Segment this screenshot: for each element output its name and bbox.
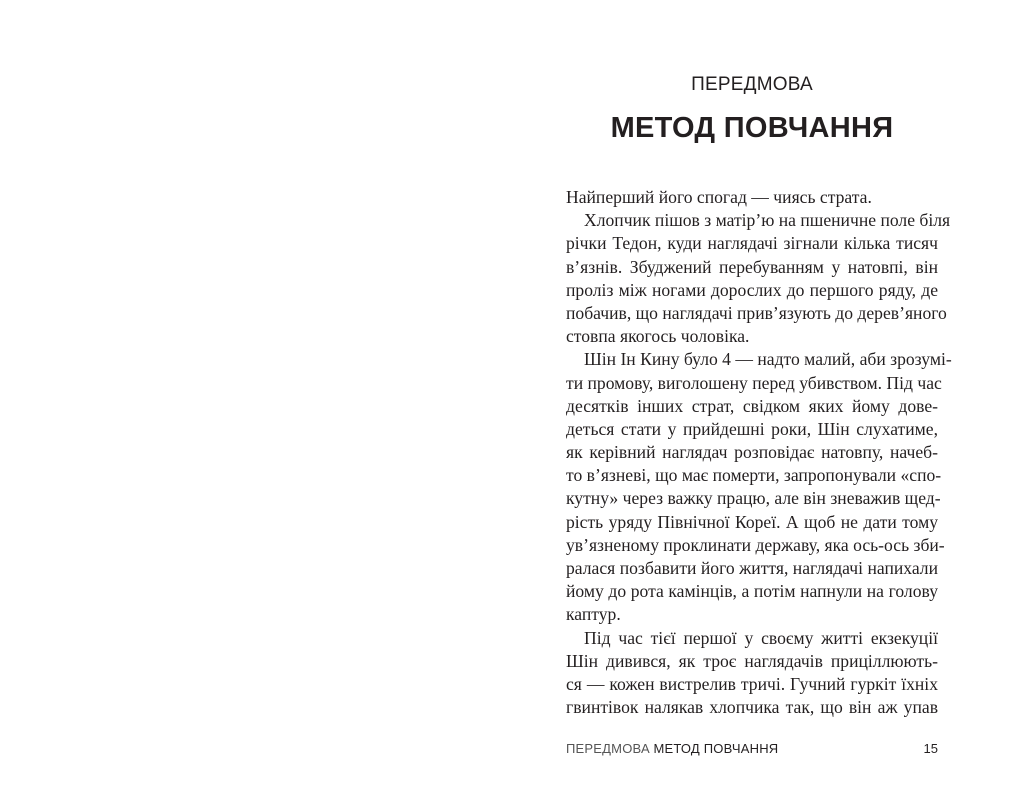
text-line: деться стати у прийдешні роки, Шін слухатиме, [566, 418, 938, 439]
text-line: стовпа якогось чоловіка. [566, 326, 750, 347]
text-line: як керівний наглядач розповідає натовпу, начеб- [566, 442, 938, 463]
page-number: 15 [923, 741, 938, 756]
text-line: проліз між ногами дорослих до першого ряду, де [566, 279, 938, 300]
text-line: рість уряду Північної Кореї. А щоб не дати тому [566, 511, 938, 532]
text-line: йому до рота камінців, а потім напнули на голову [566, 581, 938, 602]
text-line: ралася позбавити його життя, наглядачі напихали [566, 558, 938, 578]
text-line: Хлопчик пішов з матір’ю на пшеничне поле біля [584, 210, 951, 231]
text-line: десятків інших страт, свідком яких йому дове- [566, 395, 938, 416]
text-line: ув’язненому проклинати державу, яка ось-ось зби- [566, 534, 945, 555]
footer-title: МЕТОД ПОВЧАННЯ [653, 741, 779, 756]
text-line: Шін дивився, як троє наглядачів приціллюють- [566, 650, 938, 671]
text-line: ся — кожен вистрелив тричі. Гучний гуркіт їхніх [566, 673, 938, 694]
text-line: ти промову, виголошену перед убивством. Під час [566, 372, 942, 393]
paragraph-1 [566, 186, 938, 209]
text-line: Шін Ін Кину було 4 — надто малий, аби зрозумі- [584, 349, 952, 370]
running-footer [566, 741, 938, 761]
text-line: річки Тедон, куди наглядачі зігнали кілька тисяч [566, 233, 938, 254]
text-line: кутну» через важку працю, але він зневажив щед- [566, 488, 941, 509]
text-line: в’язнів. Збуджений перебуванням у натовпі, він [566, 256, 938, 277]
section-label: ПЕРЕДМОВА [691, 74, 813, 95]
text-line: Найперший його спогад — чиясь страта. [566, 187, 872, 207]
paragraph-3 [566, 348, 952, 626]
text-line: каптур. [566, 604, 621, 625]
body-text [566, 186, 952, 719]
text-line: побачив, що наглядачі прив’язують до дерев’яного [566, 302, 947, 323]
paragraph-2 [566, 209, 951, 348]
chapter-title: МЕТОД ПОВЧАННЯ [610, 112, 894, 144]
text-line: то в’язневі, що має померти, запропонували «спо- [566, 465, 942, 486]
footer-section: ПЕРЕДМОВА [566, 741, 650, 756]
text-line: Під час тієї першої у своєму житті екзекуції [584, 627, 938, 648]
text-line: гвинтівок налякав хлопчика так, що він аж упав [566, 697, 938, 718]
paragraph-4 [566, 627, 938, 720]
